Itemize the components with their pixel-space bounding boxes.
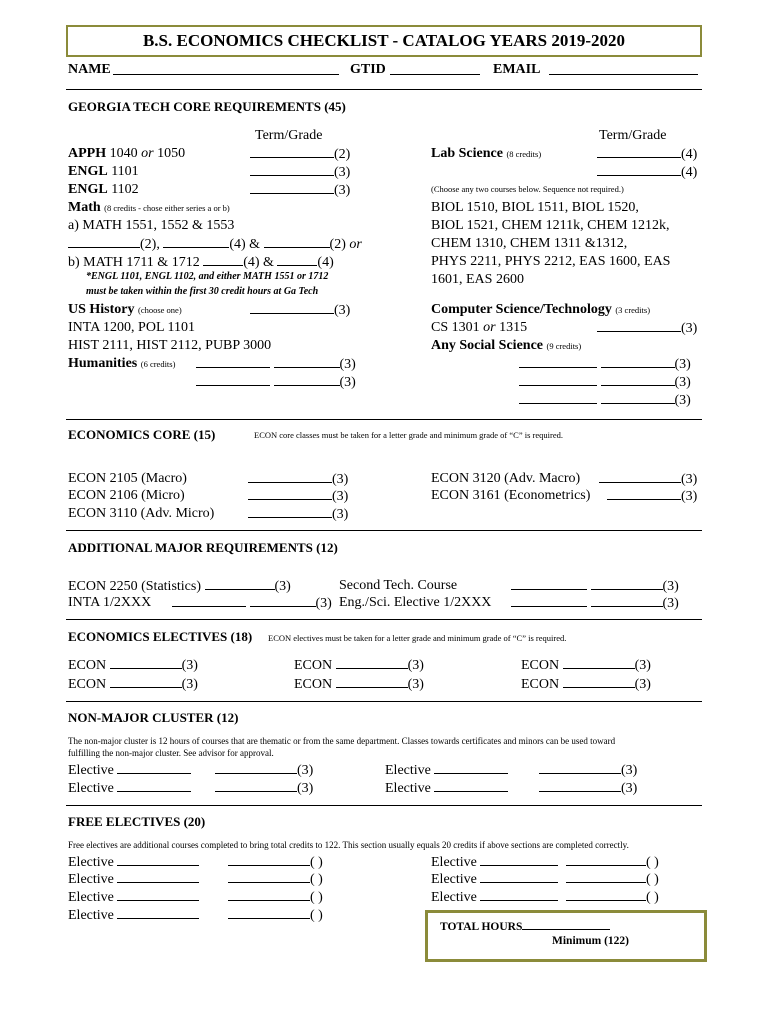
engl1101-course: ENGL 1101 xyxy=(68,164,139,179)
page-title: B.S. ECONOMICS CHECKLIST - CATALOG YEARS 2019-2020 xyxy=(142,31,626,50)
free-elective-7[interactable]: Elective xyxy=(431,888,558,907)
second-tech-course: Second Tech. Course xyxy=(339,578,458,593)
econ-2106-grade[interactable]: (3) xyxy=(248,487,348,506)
econ-3110: ECON 3110 (Adv. Micro) xyxy=(68,506,215,521)
engl1101-grade[interactable]: (3) xyxy=(250,163,350,182)
cluster-grade-2[interactable]: (3) xyxy=(215,779,313,798)
free-elective-5[interactable]: Elective xyxy=(431,853,558,872)
econ-2106: ECON 2106 (Micro) xyxy=(68,488,185,503)
title-box xyxy=(66,25,702,57)
lab-list-4: PHYS 2211, PHYS 2212, EAS 1600, EAS xyxy=(431,254,671,269)
free-elective-2[interactable]: Elective xyxy=(68,870,199,889)
gtid-label: GTID xyxy=(350,62,386,77)
free-elective-6[interactable]: Elective xyxy=(431,870,558,889)
lab-list-2: BIOL 1521, CHEM 1211k, CHEM 1212k, xyxy=(431,218,670,233)
social-science-label: Any Social Science (9 credits) xyxy=(431,338,582,353)
cluster-elective-3[interactable]: Elective xyxy=(385,761,508,780)
lab-choose-note: (Choose any two courses below. Sequence not required.) xyxy=(431,184,624,194)
divider xyxy=(66,701,702,702)
second-tech-grade[interactable]: (3) xyxy=(511,577,679,596)
free-grade-3[interactable]: ( ) xyxy=(228,888,323,907)
core-heading: GEORGIA TECH CORE REQUIREMENTS (45) xyxy=(68,99,346,114)
free-elective-4[interactable]: Elective xyxy=(68,906,199,925)
free-heading: FREE ELECTIVES (20) xyxy=(68,814,206,829)
econ-3110-grade[interactable]: (3) xyxy=(248,505,348,524)
electives-heading: ECONOMICS ELECTIVES (18) xyxy=(68,629,253,644)
inta-grade[interactable]: (3) xyxy=(172,594,332,613)
free-note: Free electives are additional courses completed to bring total credits to 122. This section usually equals 20 credits if above sections are completed correctly. xyxy=(68,840,629,850)
engl1102-grade[interactable]: (3) xyxy=(250,181,350,200)
footnote-line-1: *ENGL 1101, ENGL 1102, and either MATH 1551 or 1712 xyxy=(86,271,329,282)
gtid-field[interactable] xyxy=(390,62,480,75)
econ-2105-grade[interactable]: (3) xyxy=(248,470,348,489)
econ-3120-grade[interactable]: (3) xyxy=(599,470,697,489)
free-grade-7[interactable]: ( ) xyxy=(566,888,659,907)
cs-grade[interactable]: (3) xyxy=(597,319,697,338)
cs-tech-label: Computer Science/Technology (3 credits) xyxy=(431,302,651,317)
name-field[interactable] xyxy=(113,62,339,75)
cs-course: CS 1301 or 1315 xyxy=(431,320,528,335)
econ-3161: ECON 3161 (Econometrics) xyxy=(431,488,591,503)
cluster-note-1: The non-major cluster is 12 hours of courses that are thematic or from the same department. Classes towards certificates and minors can be used toward xyxy=(68,736,616,746)
divider xyxy=(66,619,702,620)
econ-elective-4[interactable]: ECON (3) xyxy=(294,677,424,692)
apph-grade[interactable]: (2) xyxy=(250,145,350,164)
free-grade-4[interactable]: ( ) xyxy=(228,906,323,925)
lab-science-grade-1[interactable]: (4) xyxy=(597,145,697,164)
social-science-grade-1[interactable]: (3) xyxy=(519,355,691,374)
econ-elective-1[interactable]: ECON (3) xyxy=(68,658,198,673)
email-label: EMAIL xyxy=(493,62,541,77)
divider xyxy=(66,419,702,420)
free-grade-5[interactable]: ( ) xyxy=(566,853,659,872)
free-grade-1[interactable]: ( ) xyxy=(228,853,323,872)
us-history-options-2: HIST 2111, HIST 2112, PUBP 3000 xyxy=(68,338,272,353)
us-history-grade[interactable]: (3) xyxy=(250,301,350,320)
divider xyxy=(66,89,702,90)
footnote-line-2: must be taken within the first 30 credit hours at Ga Tech xyxy=(86,286,319,297)
econ-2105: ECON 2105 (Macro) xyxy=(68,471,187,486)
math-label: Math (8 credits - chose either series a or b) xyxy=(68,200,230,215)
cluster-note-2: fulfilling the non-major cluster. See advisor for approval. xyxy=(68,748,274,758)
cluster-grade-1[interactable]: (3) xyxy=(215,761,313,780)
math-option-a-blanks[interactable]: (2), (4) & (2) or xyxy=(68,235,362,254)
econ-core-note: ECON core classes must be taken for a letter grade and minimum grade of “C” is required. xyxy=(254,430,563,440)
econ-2250[interactable]: ECON 2250 (Statistics) (3) xyxy=(68,579,291,594)
total-hours-label: TOTAL HOURS xyxy=(440,921,523,933)
cluster-elective-4[interactable]: Elective xyxy=(385,779,508,798)
cluster-elective-2[interactable]: Elective xyxy=(68,779,191,798)
free-elective-1[interactable]: Elective xyxy=(68,853,199,872)
free-grade-6[interactable]: ( ) xyxy=(566,870,659,889)
total-hours-box xyxy=(425,910,707,962)
cluster-grade-3[interactable]: (3) xyxy=(539,761,637,780)
humanities-grade-1[interactable]: (3) xyxy=(196,355,356,374)
econ-elective-5[interactable]: ECON (3) xyxy=(521,658,651,673)
social-science-grade-3[interactable]: (3) xyxy=(519,391,691,410)
humanities-label: Humanities (6 credits) xyxy=(68,356,176,371)
econ-elective-2[interactable]: ECON (3) xyxy=(68,677,198,692)
econ-elective-6[interactable]: ECON (3) xyxy=(521,677,651,692)
term-grade-header-left: Term/Grade xyxy=(255,128,323,143)
cluster-elective-1[interactable]: Elective xyxy=(68,761,191,780)
social-science-grade-2[interactable]: (3) xyxy=(519,373,691,392)
electives-note: ECON electives must be taken for a letter grade and minimum grade of “C” is required. xyxy=(268,633,567,643)
free-elective-3[interactable]: Elective xyxy=(68,888,199,907)
term-grade-header-right: Term/Grade xyxy=(599,128,667,143)
econ-3161-grade[interactable]: (3) xyxy=(607,487,697,506)
econ-elective-3[interactable]: ECON (3) xyxy=(294,658,424,673)
lab-science-label: Lab Science (8 credits) xyxy=(431,146,542,161)
cluster-grade-4[interactable]: (3) xyxy=(539,779,637,798)
us-history-options-1: INTA 1200, POL 1101 xyxy=(68,320,195,335)
us-history-label: US History (choose one) xyxy=(68,302,182,317)
lab-science-grade-2[interactable]: (4) xyxy=(597,163,697,182)
eng-sci-elective: Eng./Sci. Elective 1/2XXX xyxy=(339,595,492,610)
math-option-a: a) MATH 1551, 1552 & 1553 xyxy=(68,218,235,233)
apph-course: APPH 1040 or 1050 xyxy=(68,146,186,161)
eng-sci-grade[interactable]: (3) xyxy=(511,594,679,613)
additional-heading: ADDITIONAL MAJOR REQUIREMENTS (12) xyxy=(68,540,338,555)
lab-list-5: 1601, EAS 2600 xyxy=(431,272,524,287)
lab-list-1: BIOL 1510, BIOL 1511, BIOL 1520, xyxy=(431,200,639,215)
lab-list-3: CHEM 1310, CHEM 1311 &1312, xyxy=(431,236,628,251)
email-field[interactable] xyxy=(549,62,698,75)
econ-3120: ECON 3120 (Adv. Macro) xyxy=(431,471,581,486)
engl1102-course: ENGL 1102 xyxy=(68,182,139,197)
econ-core-heading: ECONOMICS CORE (15) xyxy=(68,427,216,442)
divider xyxy=(66,530,702,531)
math-option-b[interactable]: b) MATH 1711 & 1712 (4) & (4) xyxy=(68,255,334,270)
humanities-grade-2[interactable]: (3) xyxy=(196,373,356,392)
free-grade-2[interactable]: ( ) xyxy=(228,870,323,889)
total-hours-row[interactable] xyxy=(440,919,610,933)
name-label: NAME xyxy=(68,62,111,77)
inta-1-2xxx: INTA 1/2XXX xyxy=(68,595,152,610)
divider xyxy=(66,805,702,806)
minimum-label: Minimum (122) xyxy=(552,935,629,947)
cluster-heading: NON-MAJOR CLUSTER (12) xyxy=(68,710,239,725)
